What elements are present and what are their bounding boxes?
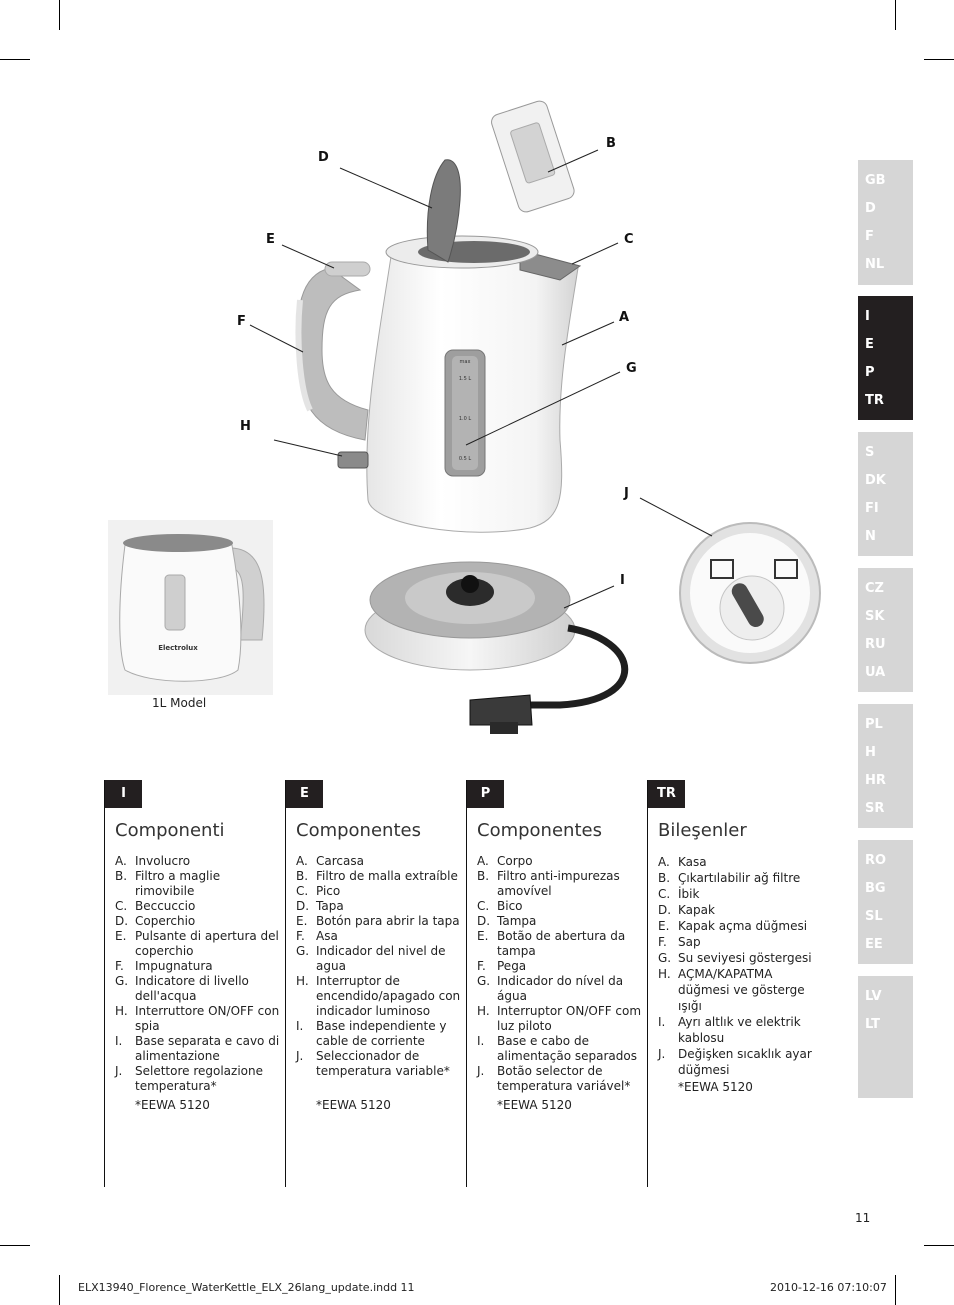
list-item xyxy=(296,929,461,944)
tab-code: DK xyxy=(865,473,886,488)
list-item xyxy=(115,1064,280,1094)
item-letter: D. xyxy=(477,914,491,928)
item-text: İbik xyxy=(678,887,700,901)
item-letter: G. xyxy=(658,951,672,965)
item-letter: A. xyxy=(115,854,127,868)
model-note: *EEWA 5120 xyxy=(678,1080,753,1094)
item-text: Kapak xyxy=(678,903,715,917)
item-letter: G. xyxy=(296,944,310,958)
item-text: Indicatore di livello dell'acqua xyxy=(135,974,249,1003)
item-letter: F. xyxy=(658,935,667,949)
tab-group-5[interactable] xyxy=(858,704,913,828)
item-letter: I. xyxy=(658,1015,666,1029)
tab-code: GB xyxy=(865,173,886,188)
model-note: *EEWA 5120 xyxy=(135,1098,210,1112)
tab-group-1[interactable] xyxy=(858,160,913,285)
item-text: Base independiente y cable de corriente xyxy=(316,1019,447,1048)
kettle-handle xyxy=(297,268,368,440)
list-item xyxy=(296,974,461,1019)
list-item xyxy=(115,899,280,914)
item-text: Çıkartılabilir ağ filtre xyxy=(678,871,801,885)
tab-code: P xyxy=(865,365,875,380)
item-letter: A. xyxy=(477,854,489,868)
tab-code: FI xyxy=(865,501,879,516)
tab-code: E xyxy=(865,337,874,352)
item-letter: B. xyxy=(296,869,309,883)
item-text: Selettore regolazione temperatura* xyxy=(135,1064,263,1093)
item-text: Tapa xyxy=(316,899,344,913)
callout-a: A xyxy=(619,310,630,325)
item-letter: F. xyxy=(477,959,486,973)
footer-timestamp: 2010-12-16 07:10:07 xyxy=(770,1281,887,1294)
list-item xyxy=(658,854,823,870)
tab-group-6[interactable] xyxy=(858,840,913,964)
list-item xyxy=(658,886,823,902)
item-letter: C. xyxy=(658,887,671,901)
list-item xyxy=(658,1046,823,1078)
tab-code: TR xyxy=(865,393,884,408)
item-letter: D. xyxy=(296,899,310,913)
list-item xyxy=(658,934,823,950)
tab-code: PL xyxy=(865,717,883,732)
item-text: Interruttore ON/OFF con spia xyxy=(135,1004,280,1033)
tab-code: N xyxy=(865,529,876,544)
tab-code: I xyxy=(865,309,870,324)
item-text: Değişken sıcaklık ayar düğmesi xyxy=(678,1047,812,1077)
item-letter: F. xyxy=(115,959,124,973)
item-letter: J. xyxy=(296,1049,304,1063)
list-item xyxy=(115,959,280,974)
list-item xyxy=(296,854,461,869)
tab-code: CZ xyxy=(865,581,884,596)
list-item xyxy=(296,944,461,974)
list-item xyxy=(477,929,642,959)
item-letter: H. xyxy=(658,967,671,981)
tab-code: D xyxy=(865,201,876,216)
column-spanish xyxy=(285,780,461,1187)
list-item xyxy=(477,959,642,974)
tab-code: BG xyxy=(865,881,886,896)
callout-e: E xyxy=(266,232,275,247)
list-item xyxy=(658,950,823,966)
list-item xyxy=(477,914,642,929)
list-item xyxy=(658,966,823,1014)
list-item xyxy=(296,1019,461,1049)
item-text: Filtro a maglie rimovibile xyxy=(135,869,221,898)
column-turkish xyxy=(647,780,818,1187)
item-text: Interruptor ON/OFF com luz piloto xyxy=(497,1004,642,1033)
item-text: AÇMA/KAPATMA düğmesi ve gösterge ışığı xyxy=(678,967,805,1013)
list-item xyxy=(115,914,280,929)
tab-code: RO xyxy=(865,853,887,868)
tab-code: NL xyxy=(865,257,885,272)
item-letter: A. xyxy=(296,854,308,868)
model-note: *EEWA 5120 xyxy=(497,1098,572,1112)
item-letter: I. xyxy=(296,1019,304,1033)
item-letter: E. xyxy=(658,919,670,933)
item-text: Pico xyxy=(316,884,341,898)
page-number: 11 xyxy=(855,1211,871,1225)
component-list xyxy=(658,854,823,1078)
item-text: Filtro anti-impurezas amovível xyxy=(497,869,620,898)
item-letter: A. xyxy=(658,855,670,869)
item-text: Ayrı altlık ve elektrik kablosu xyxy=(678,1015,801,1045)
tab-code: SR xyxy=(865,801,885,816)
item-letter: E. xyxy=(296,914,308,928)
tab-code: UA xyxy=(865,665,886,680)
component-list xyxy=(296,854,461,1079)
list-item xyxy=(477,974,642,1004)
gauge-label: max xyxy=(459,359,471,365)
list-item xyxy=(477,869,642,899)
callout-b: B xyxy=(606,136,616,151)
item-text: Interruptor de encendido/apagado con indicador luminoso xyxy=(316,974,461,1018)
item-text: Tampa xyxy=(497,914,537,928)
item-text: Botão selector de temperatura variável* xyxy=(497,1064,631,1093)
callout-g: G xyxy=(626,361,637,376)
item-text: Coperchio xyxy=(135,914,196,928)
tab-code: F xyxy=(865,229,874,244)
model-note: *EEWA 5120 xyxy=(316,1098,391,1112)
item-letter: H. xyxy=(296,974,309,988)
list-item xyxy=(115,974,280,1004)
power-plug xyxy=(470,695,532,725)
tab-code: SL xyxy=(865,909,883,924)
item-text: Indicador del nivel de agua xyxy=(316,944,446,973)
item-text: Indicador do nível da água xyxy=(497,974,624,1003)
section-title: Componentes xyxy=(296,820,421,841)
small-model-caption: 1L Model xyxy=(152,696,207,710)
language-badge: E xyxy=(286,780,323,808)
tab-code: RU xyxy=(865,637,886,652)
tab-code: HR xyxy=(865,773,886,788)
tab-code: LV xyxy=(865,989,882,1004)
list-item xyxy=(296,914,461,929)
item-text: Bico xyxy=(497,899,523,913)
item-text: Filtro de malla extraíble xyxy=(316,869,458,883)
tab-group-7[interactable] xyxy=(858,976,913,1098)
list-item xyxy=(115,1034,280,1064)
list-item xyxy=(477,854,642,869)
list-item xyxy=(115,929,280,959)
section-title: Componenti xyxy=(115,820,225,841)
item-text: Sap xyxy=(678,935,701,949)
footer-filename: ELX13940_Florence_WaterKettle_ELX_26lang_update.indd 11 xyxy=(78,1281,415,1294)
list-item xyxy=(296,1049,461,1079)
small-kettle xyxy=(108,520,273,695)
list-item xyxy=(115,869,280,899)
list-item xyxy=(115,1004,280,1034)
list-item xyxy=(296,899,461,914)
gauge-label: 1.0 L xyxy=(458,416,472,422)
item-letter: E. xyxy=(477,929,489,943)
item-letter: B. xyxy=(477,869,490,883)
callout-i: I xyxy=(620,573,625,588)
list-item xyxy=(477,1064,642,1094)
tab-group-4[interactable] xyxy=(858,568,913,692)
item-letter: H. xyxy=(115,1004,128,1018)
item-text: Beccuccio xyxy=(135,899,196,913)
item-letter: H. xyxy=(477,1004,490,1018)
item-text: Botón para abrir la tapa xyxy=(316,914,460,928)
column-portuguese xyxy=(466,780,642,1187)
item-text: Asa xyxy=(316,929,338,943)
list-item xyxy=(296,869,461,884)
gauge-label: 0.5 L xyxy=(458,456,472,462)
section-title: Componentes xyxy=(477,820,602,841)
item-letter: D. xyxy=(658,903,672,917)
tab-code: S xyxy=(865,445,875,460)
list-item xyxy=(296,884,461,899)
callout-f: F xyxy=(237,314,246,329)
item-text: Seleccionador de temperatura variable* xyxy=(316,1049,450,1078)
item-letter: C. xyxy=(477,899,490,913)
on-off-switch xyxy=(338,452,368,468)
item-text: Kapak açma düğmesi xyxy=(678,919,808,933)
item-text: Kasa xyxy=(678,855,707,869)
item-letter: G. xyxy=(477,974,491,988)
tab-code: EE xyxy=(865,937,883,952)
tab-code: LT xyxy=(865,1017,880,1032)
item-letter: B. xyxy=(115,869,128,883)
callout-j: J xyxy=(624,486,629,501)
list-item xyxy=(115,854,280,869)
list-item xyxy=(658,870,823,886)
item-letter: D. xyxy=(115,914,129,928)
item-text: Pulsante di apertura del coperchio xyxy=(135,929,279,958)
language-badge: TR xyxy=(648,780,685,808)
callout-d: D xyxy=(318,150,329,165)
item-letter: J. xyxy=(658,1047,666,1061)
mesh-filter xyxy=(489,99,576,214)
brand-logo: Electrolux xyxy=(158,644,198,652)
component-list xyxy=(477,854,642,1094)
callout-h: H xyxy=(240,419,251,434)
item-text: Botão de abertura da tampa xyxy=(497,929,626,958)
item-letter: F. xyxy=(296,929,305,943)
language-badge: I xyxy=(105,780,142,808)
item-text: Base separata e cavo di alimentazione xyxy=(135,1034,280,1063)
item-text: Su seviyesi göstergesi xyxy=(678,951,812,965)
tab-code: SK xyxy=(865,609,885,624)
item-letter: J. xyxy=(477,1064,485,1078)
lid-button xyxy=(325,262,370,276)
item-letter: C. xyxy=(296,884,309,898)
list-item xyxy=(477,899,642,914)
tab-group-2-active[interactable] xyxy=(858,296,913,420)
list-item xyxy=(658,918,823,934)
list-item xyxy=(477,1004,642,1034)
list-item xyxy=(477,1034,642,1064)
tab-code: H xyxy=(865,745,876,760)
list-item xyxy=(658,902,823,918)
item-letter: I. xyxy=(115,1034,123,1048)
item-text: Corpo xyxy=(497,854,533,868)
item-letter: G. xyxy=(115,974,129,988)
language-badge: P xyxy=(467,780,504,808)
component-list xyxy=(115,854,280,1094)
column-italian xyxy=(104,780,280,1187)
item-text: Impugnatura xyxy=(135,959,213,973)
section-title: Bileşenler xyxy=(658,820,747,841)
tab-group-3[interactable] xyxy=(858,432,913,556)
callout-c: C xyxy=(624,232,634,247)
item-text: Base e cabo de alimentação separados xyxy=(497,1034,637,1063)
item-text: Carcasa xyxy=(316,854,364,868)
gauge-label: 1.5 L xyxy=(458,376,472,382)
item-letter: E. xyxy=(115,929,127,943)
item-letter: J. xyxy=(115,1064,123,1078)
item-letter: C. xyxy=(115,899,128,913)
item-text: Pega xyxy=(497,959,527,973)
item-text: Involucro xyxy=(135,854,191,868)
item-letter: B. xyxy=(658,871,671,885)
item-letter: I. xyxy=(477,1034,485,1048)
list-item xyxy=(658,1014,823,1046)
